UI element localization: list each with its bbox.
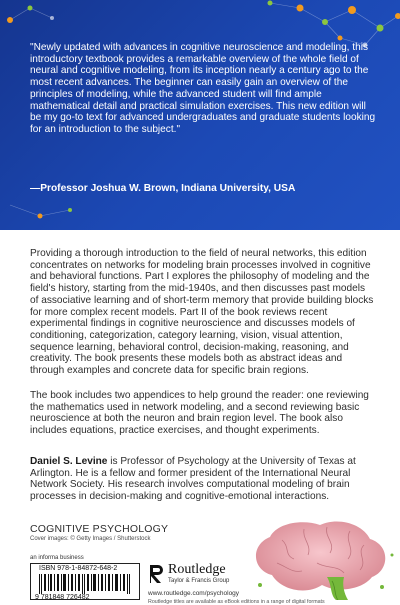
publisher-url: www.routledge.com/psychology [148, 590, 240, 597]
author-name: Daniel S. Levine [30, 456, 108, 467]
informa-business-line: an informa business [30, 555, 84, 561]
quote-attribution: —Professor Joshua W. Brown, Indiana University, USA [30, 183, 296, 194]
quote-band [0, 0, 400, 230]
cover-image-credit: Cover images: © Getty Images / Shutterstock [30, 536, 151, 542]
review-quote: "Newly updated with advances in cognitive neuroscience and modeling, this introductory textbook provides a remarkable overview of the whole field of neural and cognitive modeling, from its inception nearly a century ago to the most recent advances. The beginner can easily gain an overview of the principles of modeling, while the advanced student will find ample mathematical detail and practical simulation exercises. This new edition will be my go-to text for advanced undergraduates and graduate students looking for an introduction to the subject." [30, 42, 376, 135]
isbn-barcode [30, 563, 140, 600]
description-paragraph-1: Providing a thorough introduction to the field of neural networks, this edition concentrates on networks for modeling brain processes involved in cognitive and behavioral functions. Part I explores the philosophy of modeling and the field's history, starting from the mid-1940s, and then discusses past models of associative learning and of short-term memory that provide building blocks for more complex recent models. Part II of the book reviews recent experimental findings in cognitive neuroscience and discusses models of conditioning, categorization, category learning, vision, visual attention, sequence learning, behavioral control, decision-making, reasoning, and creativity. The book presents these models both as abstract ideas and through examples and concrete data for specific brain regions. [30, 248, 374, 377]
barcode-digits: 9 781848 726482 [35, 594, 90, 600]
publisher-group: Taylor & Francis Group [168, 578, 230, 584]
isbn-number: ISBN 978-1-84872-648-2 [39, 565, 118, 572]
description-paragraph-2: The book includes two appendices to help ground the reader: one reviewing the mathematics used in network modeling, and a second reviewing basic neuroscience at both the neuron and brain region level. The book also includes equations, practice exercises, and thought experiments. [30, 390, 369, 437]
routledge-logo-icon [148, 563, 166, 585]
barcode-digits-holder [33, 592, 137, 600]
subject-category: COGNITIVE PSYCHOLOGY [30, 523, 169, 535]
publisher-name: Routledge [168, 562, 226, 577]
ebook-availability-note: Routledge titles are available as eBook editions in a range of digital formats [148, 599, 325, 605]
brain-illustration [232, 515, 400, 600]
author-bio [30, 456, 376, 503]
author-bio-text: is Professor of Psychology at the University of Texas at Arlington. He is a fellow and former president of the International Neural Network Society. His research involves computational modeling of brain processes in decision-making and cognitive-emotional interactions. [30, 456, 356, 503]
